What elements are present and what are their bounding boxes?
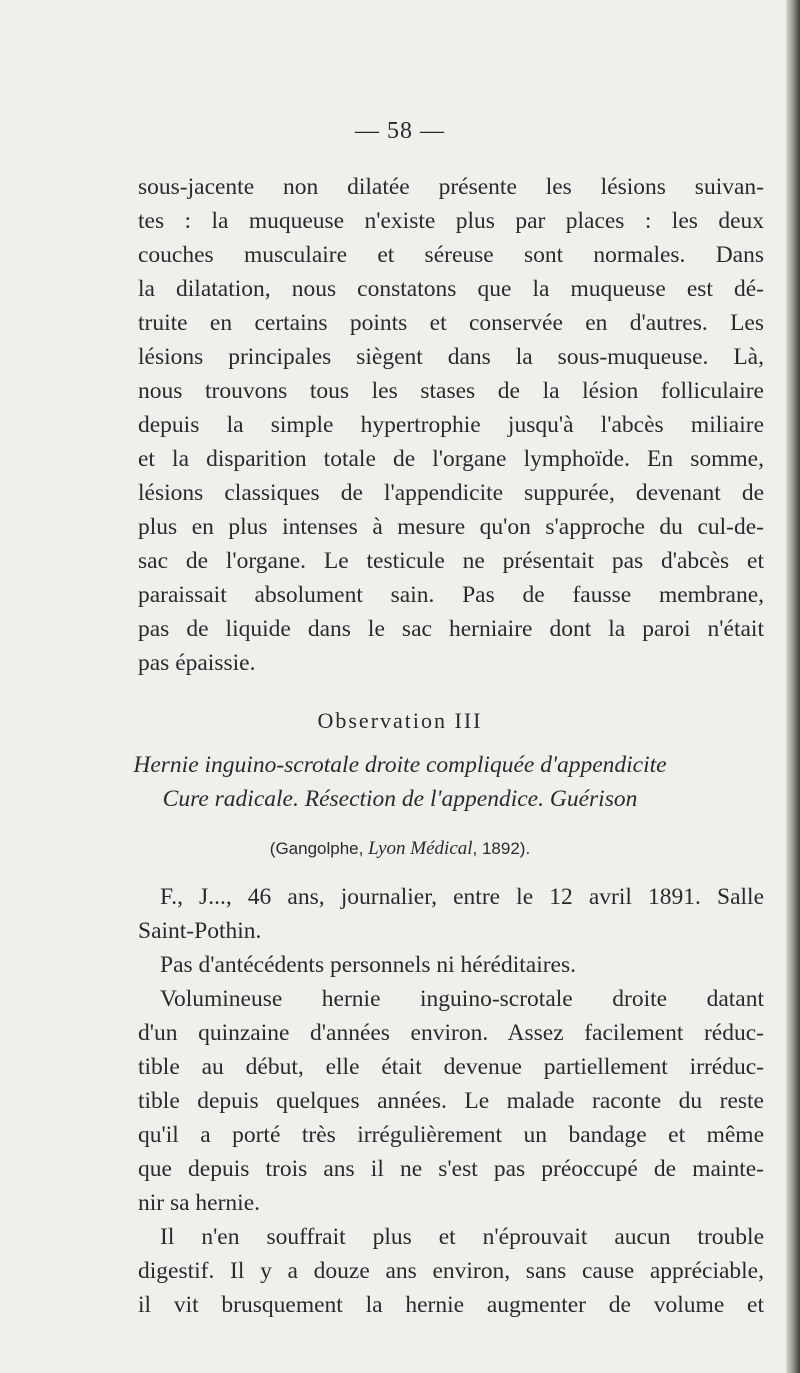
text-line: d'un quinzaine d'années environ. Assez facilement réduc- [138,1020,764,1046]
text-line: la dilatation, nous constatons que la muqueuse est dé- [138,276,764,302]
text-line: truite en certains points et conservée en d'autres. Les [138,310,764,336]
text-line: digestif. Il y a douze ans environ, sans cause appréciable, [138,1258,764,1284]
observation-heading: Observation III [317,708,483,733]
text-line: lésions classiques de l'appendicite suppurée, devenant de [138,480,764,506]
text-line: et la disparition totale de l'organe lymphoïde. En somme, [138,446,764,472]
text-line: Volumineuse hernie inguino-scrotale droite datant [160,986,764,1012]
text-line: pas de liquide dans le sac herniaire dont la paroi n'était [138,616,764,642]
text-line: lésions principales siègent dans la sous-muqueuse. Là, [138,344,764,370]
text-line: depuis la simple hypertrophie jusqu'à l'abcès miliaire [138,412,764,438]
text-line: sous-jacente non dilatée présente les lésions suivan- [138,174,764,200]
text-line: Il n'en souffrait plus et n'éprouvait aucun trouble [160,1224,764,1250]
citation-author: (Gangolphe, [269,839,369,858]
text-line: tes : la muqueuse n'existe plus par places : les deux [138,208,764,234]
observation-title-line: Cure radicale. Résection de l'appendice. Guérison [162,786,638,812]
text-line: Saint-Pothin. [138,918,262,944]
text-line: nous trouvons tous les stases de la lésion folliculaire [138,378,764,404]
page-number: — 58 — [355,118,445,144]
text-line: tible au début, elle était devenue partiellement irréduc- [138,1054,764,1080]
observation-title-line: Hernie inguino-scrotale droite compliquée d'appendicite [133,752,667,778]
source-citation [0,838,800,860]
text-line: pas épaissie. [138,650,256,676]
citation-year: , 1892). [472,839,531,858]
text-line: que depuis trois ans il ne s'est pas préoccupé de mainte- [138,1156,764,1182]
text-line: paraissait absolument sain. Pas de fausse membrane, [138,582,764,608]
text-line: nir sa hernie. [138,1190,261,1216]
text-line: qu'il a porté très irrégulièrement un bandage et même [138,1122,764,1148]
text-line: il vit brusquement la hernie augmenter de volume et [138,1292,764,1318]
text-line: F., J..., 46 ans, journalier, entre le 12 avril 1891. Salle [160,884,764,910]
text-line: Pas d'antécédents personnels ni héréditaires. [160,952,577,978]
text-line: couches musculaire et séreuse sont normales. Dans [138,242,764,268]
page-edge-shadow [786,0,800,1373]
text-line: sac de l'organe. Le testicule ne présentait pas d'abcès et [138,548,764,574]
text-line: plus en plus intenses à mesure qu'on s'approche du cul-de- [138,514,764,540]
citation-journal: Lyon Médical [368,838,473,859]
text-line: tible depuis quelques années. Le malade raconte du reste [138,1088,764,1114]
